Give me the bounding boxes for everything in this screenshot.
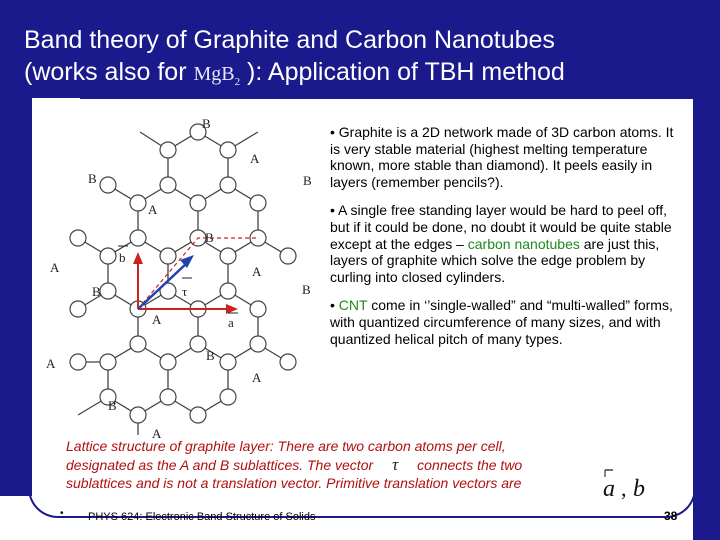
page-number: 38 (664, 509, 678, 523)
slide-title (24, 24, 704, 98)
cnt-highlight: CNT (338, 297, 368, 314)
carbon-nanotubes-highlight: carbon nanotubes (467, 235, 580, 252)
bullet-2-text-pre: • A single free standing layer would be hard to peel off, but if it could be done, no doubt it would be quite stable except at the edges – (330, 202, 672, 252)
bullet-single-layer (330, 202, 682, 285)
svg-text:A: A (46, 356, 56, 371)
svg-text:B: B (88, 171, 97, 186)
bullet-2-text-post: are just this, layers of graphite which solve the edge problem by curling into closed cylinders. (330, 235, 660, 285)
caption-line-3: sublattices and is not a translation vector. Primitive translation vectors are (66, 475, 522, 491)
svg-text:B: B (92, 284, 101, 299)
graphite-lattice-diagram (30, 110, 330, 440)
vector-tau-arrow (138, 262, 188, 309)
svg-text:A: A (152, 426, 162, 440)
svg-text:B: B (202, 116, 211, 131)
svg-text:B: B (206, 348, 215, 363)
bullet-3-text-pre: • (330, 297, 339, 314)
vector-a-symbol: a (603, 476, 615, 502)
title-line-2-post: ): Application of TBH method (240, 58, 565, 86)
right-border (693, 96, 720, 540)
svg-text:B: B (205, 230, 214, 245)
svg-text:A: A (252, 370, 262, 385)
caption-tau-symbol: τ (392, 454, 399, 474)
primitive-vectors-symbol (595, 462, 655, 502)
bullet-3-text-post: come in ‘’single-walled” and “multi-walled” forms, with quantized circumference of many sizes, and with quantized helical pitch of many types. (330, 297, 673, 347)
vector-tau-label: τ (182, 284, 188, 299)
lattice-caption (66, 437, 626, 493)
bullet-list (330, 124, 682, 359)
title-line-2-pre: (works also for (24, 58, 194, 86)
bullet-graphite: • Graphite is a 2D network made of 3D carbon atoms. It is very stable material (highest melting temperature known, more stable than diamond). It peels easily in layers (remember pencils?). (330, 124, 674, 190)
vector-b-label: b (119, 250, 126, 265)
caption-line-2-pre: designated as the A and B sublattices. The vector (66, 456, 374, 473)
footer-course-title: PHYS 624: Electronic Band Structure of Solids (88, 511, 316, 523)
bullet-dot: • (60, 508, 64, 519)
caption-line-1: Lattice structure of graphite layer: There are two carbon atoms per cell, (66, 438, 506, 454)
svg-text:A: A (50, 260, 60, 275)
title-line-1: Band theory of Graphite and Carbon Nanotubes (24, 26, 555, 54)
bullet-cnt (330, 297, 682, 347)
caption-line-2-post: connects the two (417, 456, 523, 473)
title-formula: MgB$_2$ (193, 63, 241, 88)
svg-text:B: B (302, 282, 311, 297)
svg-text:,: , (621, 476, 627, 501)
svg-text:B: B (303, 173, 312, 188)
svg-text:B: B (108, 398, 117, 413)
sublattice-labels (46, 116, 312, 440)
vector-b-symbol: b (633, 476, 645, 502)
title-line-2 (24, 56, 704, 98)
svg-text:A: A (152, 312, 162, 327)
svg-text:A: A (148, 202, 158, 217)
lattice-atoms (70, 124, 296, 423)
caption-line-2 (66, 456, 626, 475)
svg-text:A: A (252, 264, 262, 279)
svg-text:A: A (250, 151, 260, 166)
vector-a-label: a (228, 315, 234, 330)
